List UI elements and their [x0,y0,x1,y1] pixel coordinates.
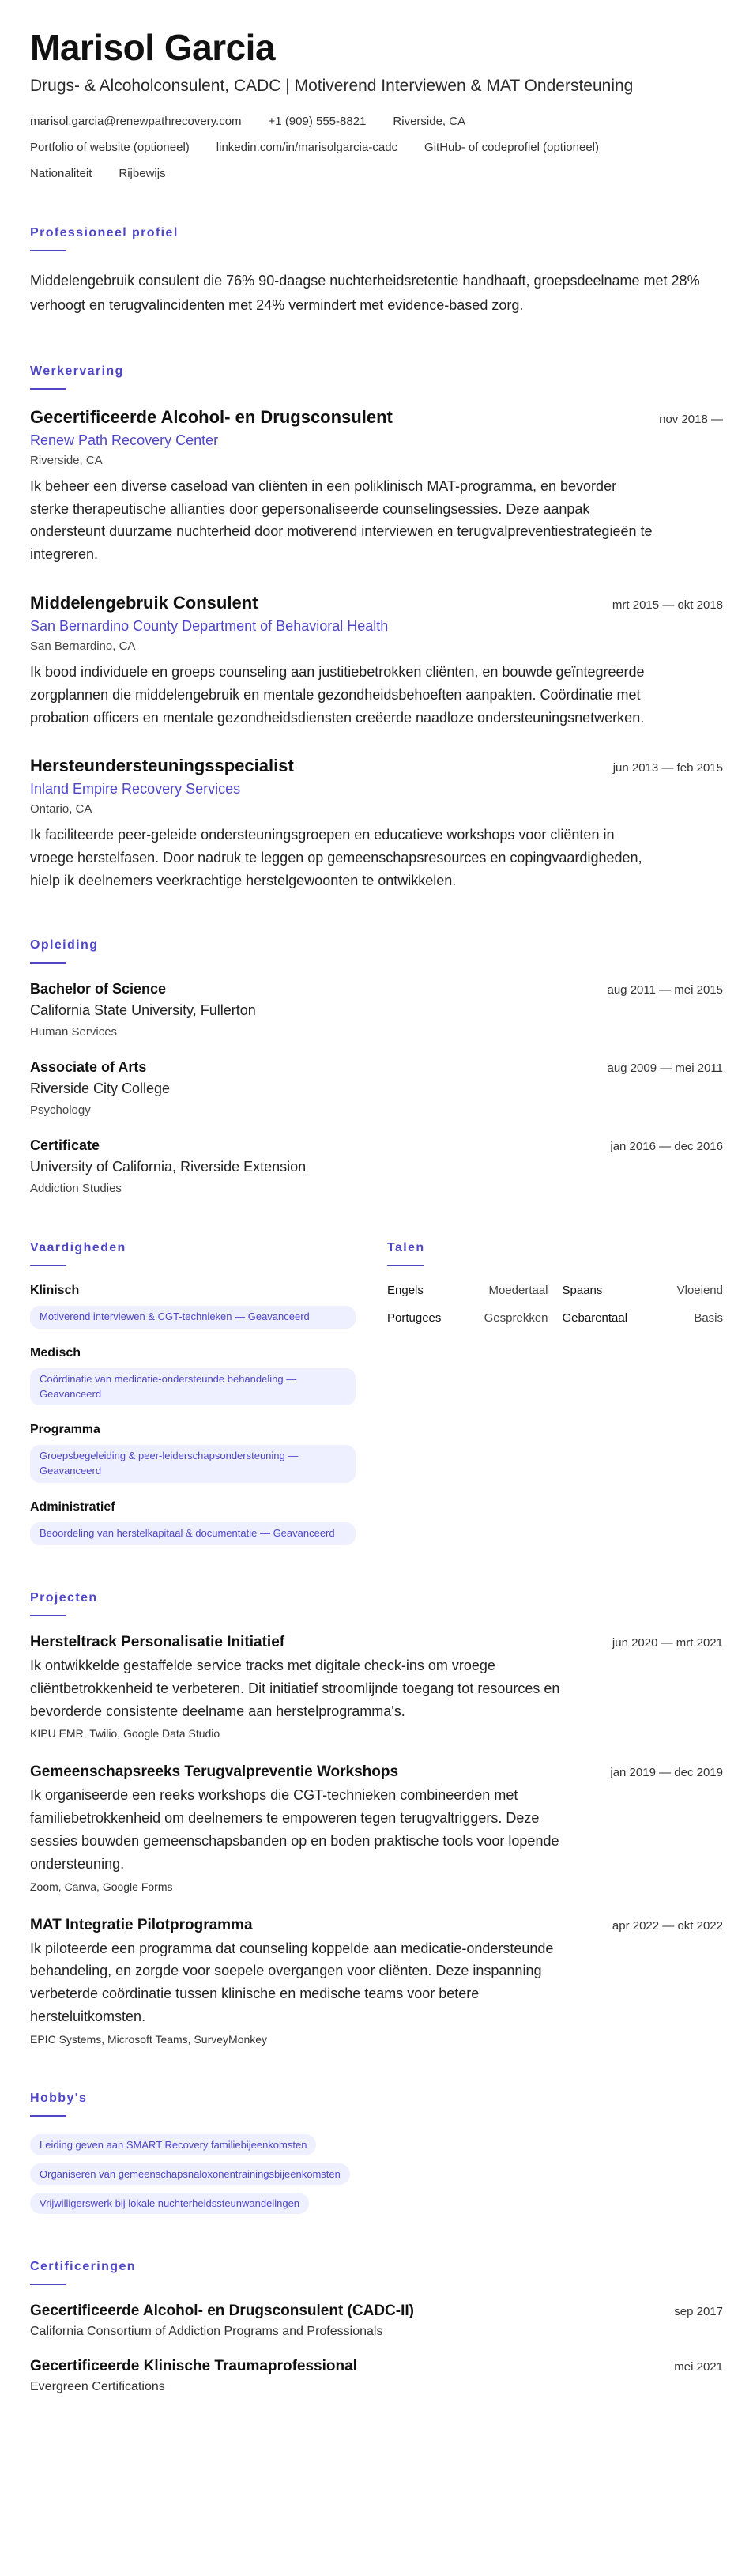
skill-category: Klinisch [30,1283,80,1297]
projects-section [30,1591,723,2046]
linkedin-link[interactable]: linkedin.com/in/marisolgarcia-cadc [216,140,398,154]
language-name: Portugees [387,1311,442,1325]
certification-item [30,2303,723,2339]
language-name: Engels [387,1283,424,1297]
project-dates: apr 2022 — okt 2022 [612,1918,723,1933]
skill-category: Programma [30,1423,100,1437]
project-tools: EPIC Systems, Microsoft Teams, SurveyMonkey [30,2032,268,2046]
hobby-pill: Vrijwilligerswerk bij lokale nuchterheidssteunwandelingen [30,2193,309,2214]
section-divider [30,2115,66,2117]
job-title: Middelengebruik Consulent [30,593,258,613]
education-section [30,938,723,1195]
project-dates: jan 2019 — dec 2019 [610,1766,723,1780]
certification-item [30,2358,723,2394]
education-item [30,981,723,1039]
section-divider [30,2284,66,2285]
candidate-headline: Drugs- & Alcoholconsulent, CADC | Motiverend Interviewen & MAT Ondersteuning [30,76,634,95]
skill-category: Administratief [30,1500,115,1514]
language-level: Gesprekken [484,1311,548,1325]
hobbies-list [30,2134,723,2214]
hobbies-section [30,2091,723,2214]
project-description: Ik piloteerde een programma dat counseling koppelde aan medicatie-ondersteunde behandeling, en zorgde voor soepele overgangen voor cliënten. Deze inspanning verbeterde coördinatie tussen klinische en medische teams voor betere hersteluitkomsten. [30,1940,554,2024]
project-tools: Zoom, Canva, Google Forms [30,1880,173,1893]
skill-pill: Beoordeling van herstelkapitaal & documentatie — Geavanceerd [30,1522,356,1545]
employer-name: San Bernardino County Department of Behavioral Health [30,618,389,635]
skills-languages-row [30,1241,723,1545]
certification-date: mei 2021 [674,2359,723,2374]
certification-title: Gecertificeerde Alcohol- en Drugsconsulent (CADC-II) [30,2302,414,2319]
education-item [30,1137,723,1195]
project-dates: jun 2020 — mrt 2021 [612,1635,723,1650]
section-title: Projecten [30,1590,98,1605]
job-description: Ik bood individuele en groeps counseling aan justitiebetrokken cliënten, en bouwde geïntegreerde zorgplannen die middelengebruik en mentale gezondheidsbehoeften aanpakten. Coördinatie met probation officers en mentale gezondheidsdiensten creëerde naadloze ondersteuningsnetwerken. [30,664,645,726]
job-dates: mrt 2015 — okt 2018 [612,598,723,613]
language-item [387,1311,548,1325]
job-title: Hersteundersteuningsspecialist [30,756,294,776]
education-dates: jan 2016 — dec 2016 [610,1139,723,1153]
hobby-pill: Leiding geven aan SMART Recovery familiebijeenkomsten [30,2134,316,2155]
language-level: Basis [694,1311,723,1325]
project-description: Ik organiseerde een reeks workshops die CGT-technieken combineerden met familiebetrokkenheid om deelnemers te empoweren tegen terugvaltriggers. Deze sessies bouwden gemeenschapsbanden op en boden praktische tools voor lopende ondersteuning. [30,1787,559,1872]
experience-section [30,364,723,892]
section-title: Hobby's [30,2091,88,2105]
nationality: Nationaliteit [30,166,92,180]
profile-summary: Middelengebruik consulent die 76% 90-daagse nuchterheidsretentie handhaaft, groepsdeelname met 28% verhoogt en terugvalincidenten met 24% vermindert met evidence-based zorg. [30,272,700,314]
section-title: Certificeringen [30,2259,136,2273]
project-description: Ik ontwikkelde gestaffelde service tracks met digitale check-ins om vroege cliëntbetrokkenheid te verbeteren. Dit initiatief stroomlijnde toegang tot resources en bevorderde consistente deelname aan herstelprogramma's. [30,1657,560,1719]
education-list [30,981,723,1195]
school-name: University of California, Riverside Extension [30,1158,307,1175]
project-tools: KIPU EMR, Twilio, Google Data Studio [30,1727,220,1741]
degree-title: Certificate [30,1137,100,1153]
projects-list [30,1634,723,2046]
project-title: MAT Integratie Pilotprogramma [30,1916,253,1933]
contact-email[interactable]: marisol.garcia@renewpathrecovery.com [30,114,242,128]
education-item [30,1059,723,1117]
language-level: Moedertaal [488,1283,548,1297]
profile-section [30,226,723,319]
section-divider [30,1265,66,1266]
languages-section [387,1241,723,1545]
drivers-license: Rijbewijs [119,166,166,180]
project-title: Gemeenschapsreeks Terugvalpreventie Workshops [30,1763,399,1781]
section-title: Professioneel profiel [30,225,179,239]
degree-title: Bachelor of Science [30,980,167,997]
study-field: Human Services [30,1024,118,1039]
links-row [30,141,723,154]
language-name: Gebarentaal [562,1311,628,1325]
section-title: Vaardigheden [30,1240,126,1254]
contact-phone[interactable]: +1 (909) 555-8821 [268,114,367,128]
project-item [30,1763,723,1892]
employer-name: Renew Path Recovery Center [30,432,219,448]
section-divider [387,1265,424,1266]
job-description: Ik faciliteerde peer-geleide ondersteuningsgroepen en educatieve workshops voor cliënten in vroege herstelfasen. Door nadruk te leggen op gemeenschapsresources en copingvaardigheden, hielp ik deelnemers veerkrachtige herstelgewoonten te ontwikkelen. [30,827,642,889]
certification-issuer: California Consortium of Addiction Programs and Professionals [30,2324,383,2338]
language-item [387,1284,548,1297]
project-title: Hersteltrack Personalisatie Initiatief [30,1633,285,1650]
school-name: California State University, Fullerton [30,1001,256,1018]
hobby-pill: Organiseren van gemeenschapsnaloxonentrainingsbijeenkomsten [30,2163,350,2185]
resume-header [30,27,723,180]
section-title: Werkervaring [30,364,124,378]
job-location: San Bernardino, CA [30,639,136,654]
experience-list [30,407,723,892]
candidate-name: Marisol Garcia [30,27,276,68]
section-divider [30,250,66,251]
skill-pill: Coördinatie van medicatie-ondersteunde behandeling — Geavanceerd [30,1368,356,1406]
skills-section [30,1241,356,1545]
certifications-section [30,2260,723,2394]
education-dates: aug 2009 — mei 2011 [607,1061,723,1075]
skill-category: Medisch [30,1345,81,1360]
portfolio-link[interactable]: Portfolio of website (optioneel) [30,140,190,154]
certification-title: Gecertificeerde Klinische Traumaprofessional [30,2357,357,2374]
experience-item [30,407,723,566]
language-name: Spaans [562,1283,603,1297]
school-name: Riverside City College [30,1080,171,1096]
language-grid [387,1284,723,1325]
github-link[interactable]: GitHub- of codeprofiel (optioneel) [424,140,599,154]
job-description: Ik beheer een diverse caseload van cliënten in een poliklinisch MAT-programma, en bevorder sterke therapeutische allianties door gepersonaliseerde counselingsessies. Deze aanpak ondersteunt duurzame nuchterheid door motiverend interviewen en terugvalpreventiestrategieën te integreren. [30,477,653,563]
language-item [563,1311,724,1325]
experience-item [30,593,723,729]
contact-row [30,115,723,128]
job-location: Ontario, CA [30,802,92,817]
experience-item [30,756,723,892]
certifications-list [30,2303,723,2394]
language-level: Vloeiend [676,1283,723,1297]
study-field: Addiction Studies [30,1181,122,1195]
job-dates: nov 2018 — [659,412,723,426]
certification-date: sep 2017 [674,2304,723,2318]
skill-pill: Groepsbegeleiding & peer-leiderschapsondersteuning — Geavanceerd [30,1445,356,1483]
job-dates: jun 2013 — feb 2015 [612,761,723,775]
job-location: Riverside, CA [30,453,103,467]
section-title: Opleiding [30,937,99,952]
section-divider [30,1615,66,1616]
extra-info-row [30,167,723,180]
employer-name: Inland Empire Recovery Services [30,781,241,798]
section-title: Talen [387,1240,425,1254]
language-item [563,1284,724,1297]
study-field: Psychology [30,1103,91,1117]
skill-pill: Motiverend interviewen & CGT-technieken — Geavanceerd [30,1306,356,1329]
education-dates: aug 2011 — mei 2015 [607,983,723,997]
certification-issuer: Evergreen Certifications [30,2379,165,2393]
job-title: Gecertificeerde Alcohol- en Drugsconsulent [30,406,393,427]
project-item [30,1634,723,1740]
project-item [30,1917,723,2046]
section-divider [30,388,66,390]
degree-title: Associate of Arts [30,1058,147,1075]
contact-location: Riverside, CA [393,114,466,128]
section-divider [30,962,66,964]
